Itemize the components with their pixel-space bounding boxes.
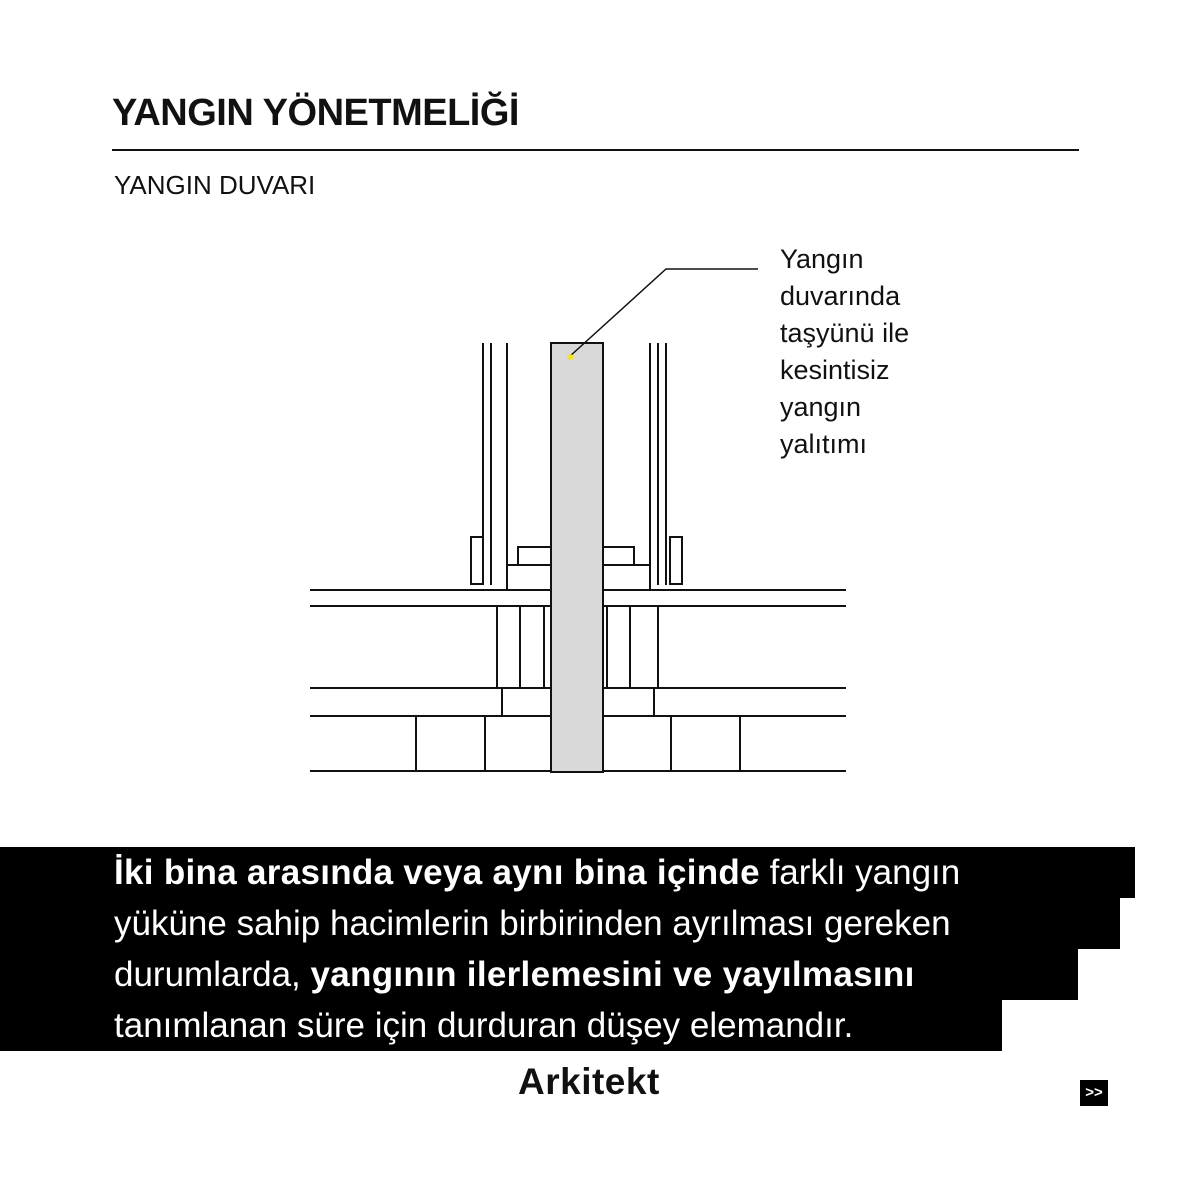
- callout-marker: [567, 354, 573, 360]
- text-line-3: durumlarda, yangının ilerlemesini ve yayılmasını: [0, 949, 1078, 1000]
- text-line-2: yüküne sahip hacimlerin birbirinden ayrılması gereken: [0, 898, 1120, 949]
- definition-text: [0, 847, 1135, 1051]
- text-line-4: tanımlanan süre için durduran düşey elemandır.: [0, 1000, 1002, 1051]
- page-subtitle: YANGIN DUVARI: [114, 170, 316, 200]
- rockwool-insulation-core: [551, 343, 603, 772]
- page-title: YANGIN YÖNETMELİĞİ: [112, 92, 519, 134]
- brand-logo: Arkitekt: [518, 1061, 660, 1102]
- insulation-callout: Yangın duvarında taşyünü ile kesintisiz yangın yalıtımı: [780, 244, 910, 459]
- double-chevron-right-icon[interactable]: >>: [1080, 1080, 1108, 1106]
- text-line-1: İki bina arasında veya aynı bina içinde farklı yangın: [0, 847, 1135, 898]
